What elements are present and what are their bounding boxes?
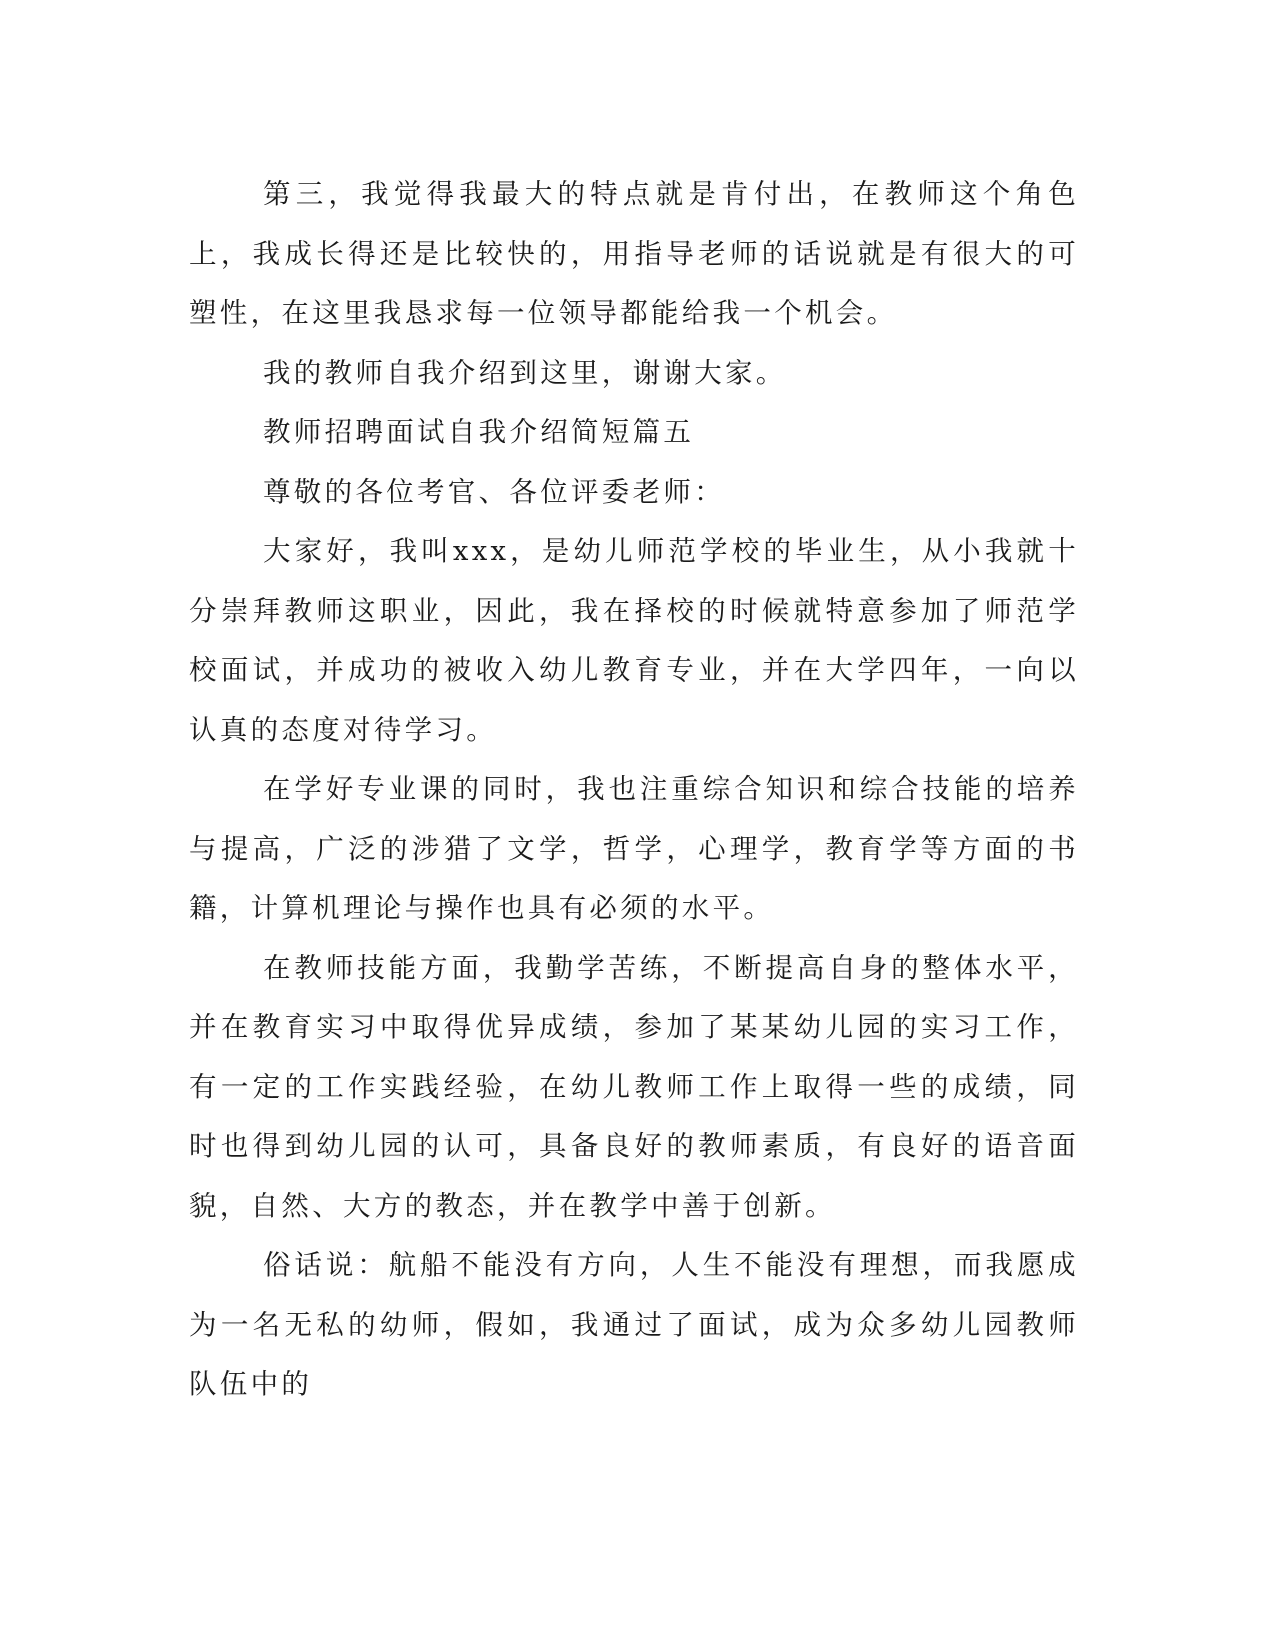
paragraph-closing: 我的教师自我介绍到这里，谢谢大家。 <box>263 356 787 389</box>
salutation: 尊敬的各位考官、各位评委老师： <box>263 475 725 508</box>
paragraph-aspiration: 俗话说：航船不能没有方向，人生不能没有理想，而我愿成为一名无私的幼师，假如，我通过了面试，成为众多幼儿园教师队伍中的 <box>189 1249 1079 1400</box>
paragraph-study: 在学好专业课的同时，我也注重综合知识和综合技能的培养与提高，广泛的涉猎了文学，哲学，心理学，教育学等方面的书籍，计算机理论与操作也具有必须的水平。 <box>189 773 1079 924</box>
paragraph-intro: 大家好，我叫xxx，是幼儿师范学校的毕业生，从小我就十分崇拜教师这职业，因此，我在择校的时候就特意参加了师范学校面试，并成功的被收入幼儿教育专业，并在大学四年，一向以认真的态度对待学习。 <box>189 535 1079 746</box>
section-heading: 教师招聘面试自我介绍简短篇五 <box>263 416 695 448</box>
paragraph-strengths: 第三，我觉得我最大的特点就是肯付出，在教师这个角色上，我成长得还是比较快的，用指导老师的话说就是有很大的可塑性，在这里我恳求每一位领导都能给我一个机会。 <box>189 178 1079 329</box>
document-body <box>189 165 1079 1415</box>
paragraph-skills: 在教师技能方面，我勤学苦练，不断提高自身的整体水平，并在教育实习中取得优异成绩，参加了某某幼儿园的实习工作，有一定的工作实践经验，在幼儿教师工作上取得一些的成绩，同时也得到幼儿园的认可，具备良好的教师素质，有良好的语音面貌，自然、大方的教态，并在教学中善于创新。 <box>189 951 1079 1222</box>
